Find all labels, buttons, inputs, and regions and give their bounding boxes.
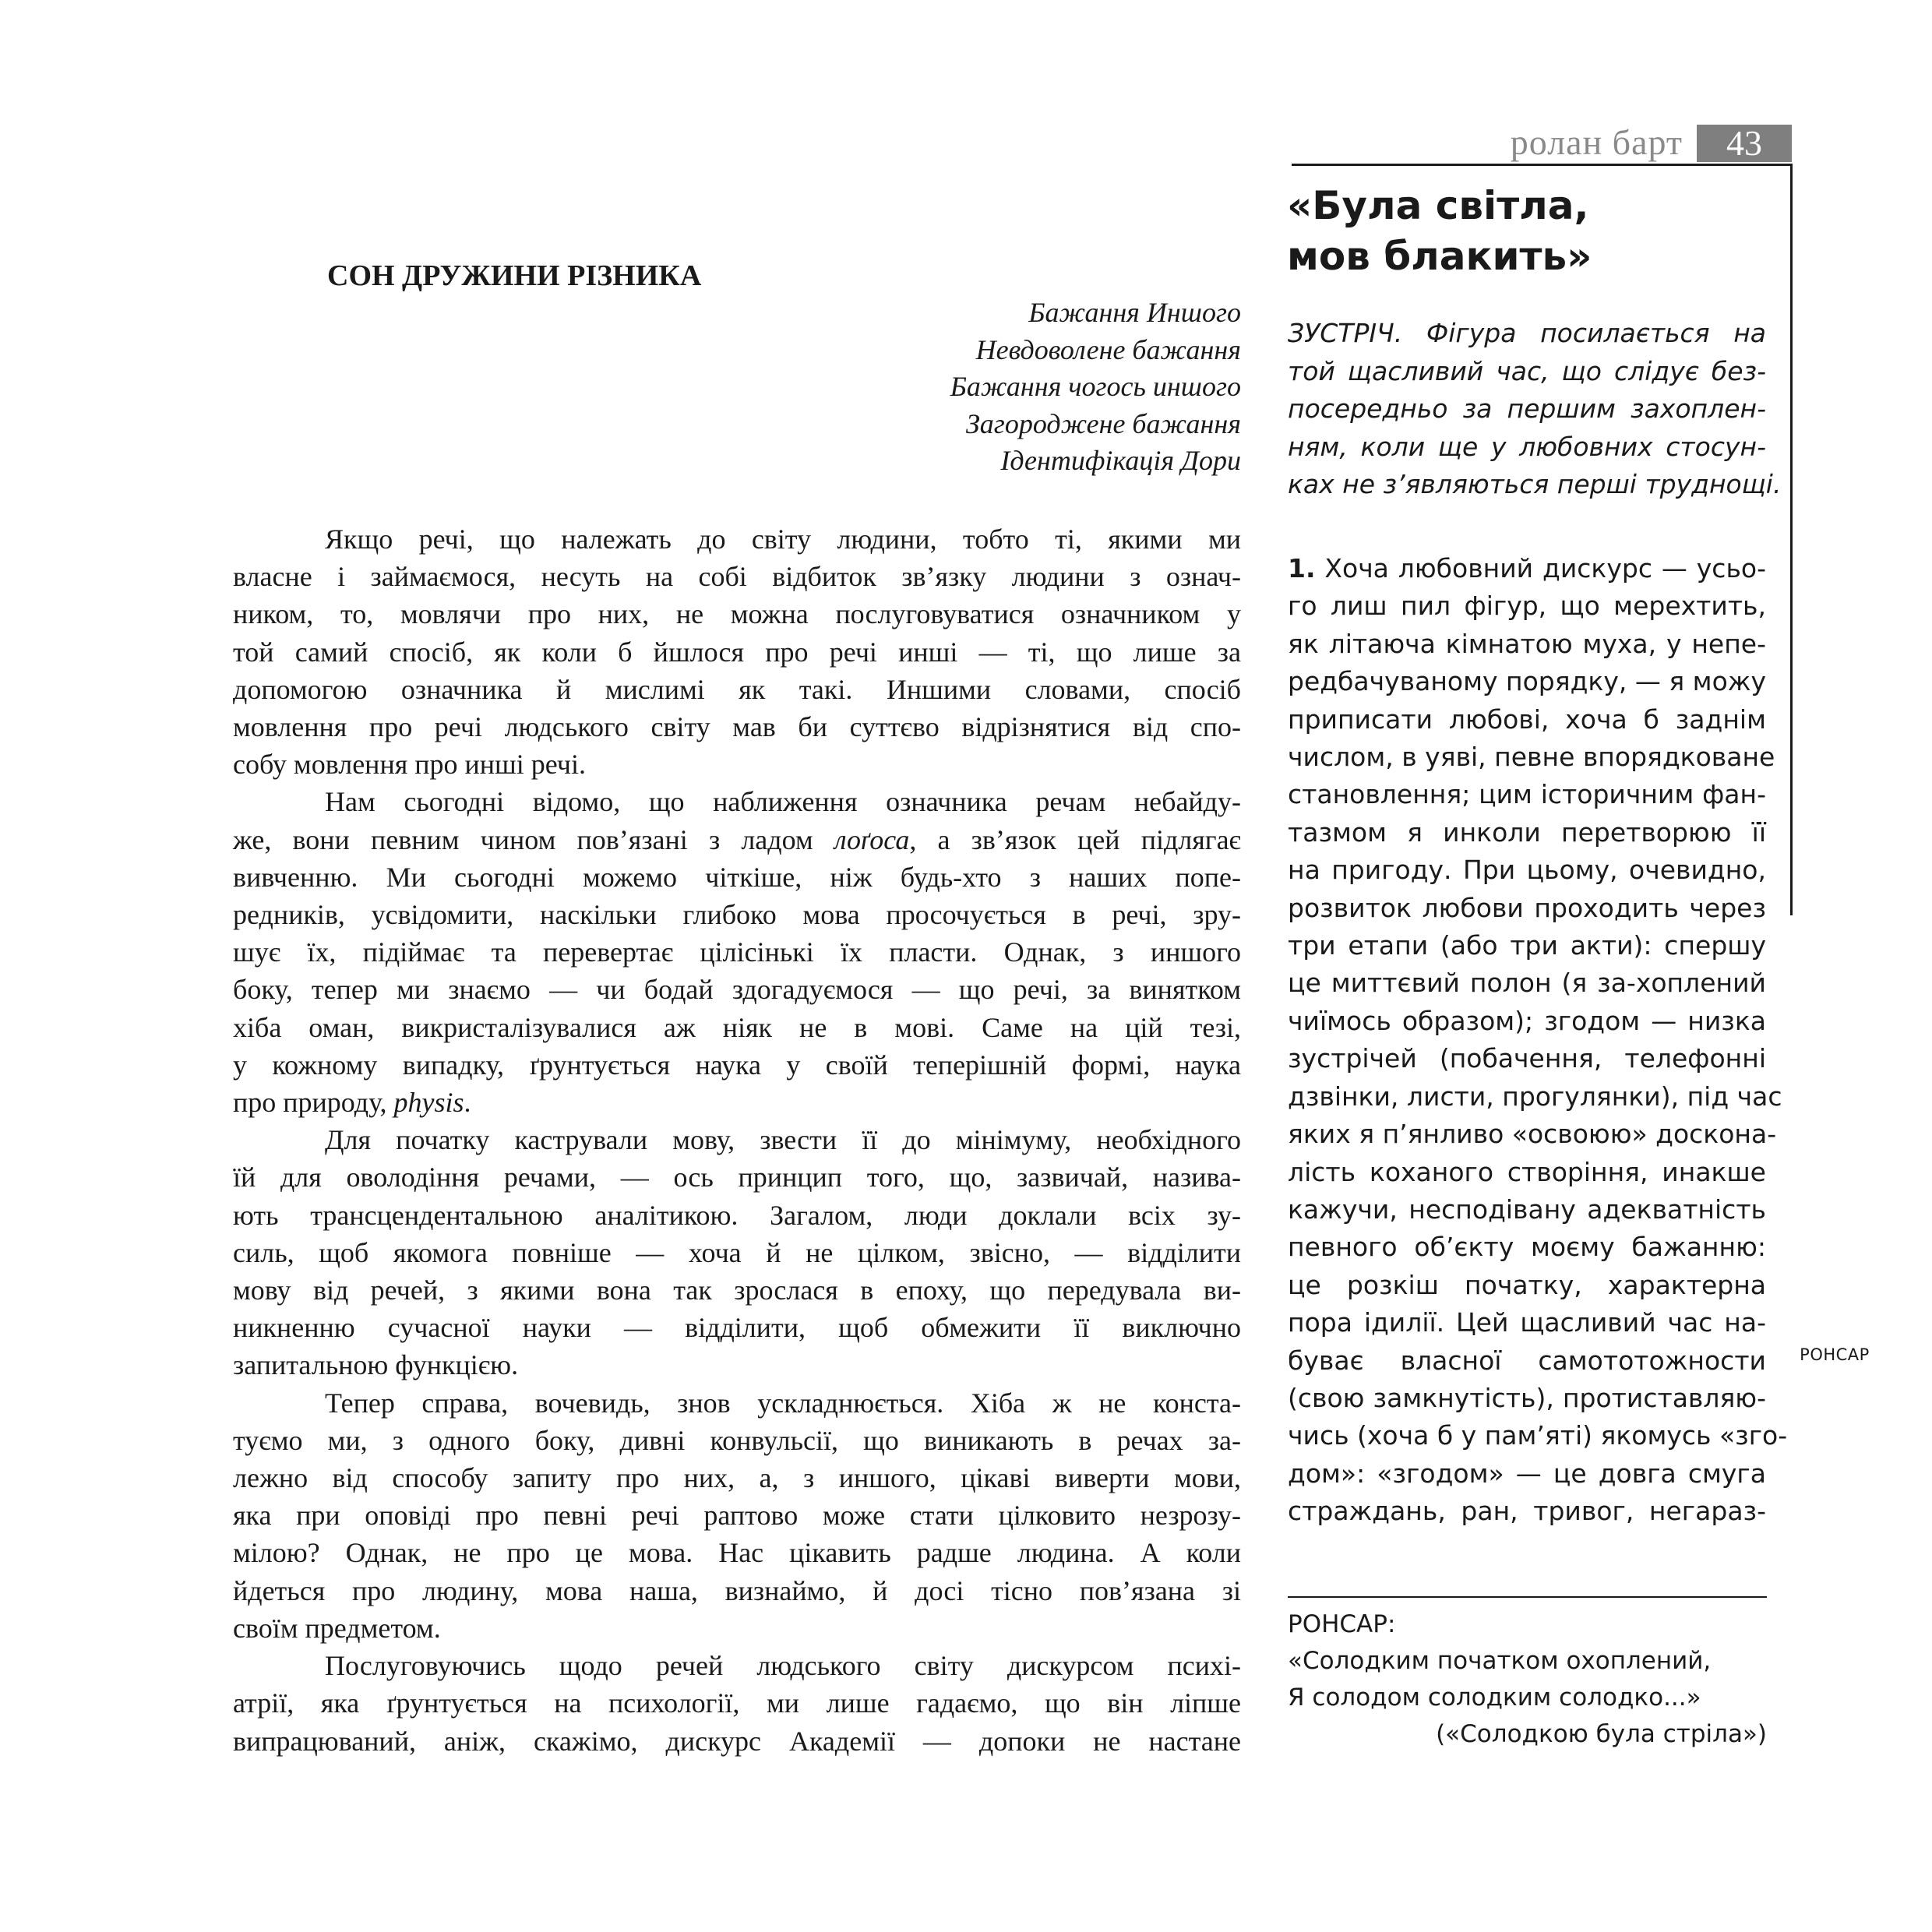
text-line: Якщо речі, що належать до світу людини, тобто ті, якими ми xyxy=(325,524,1241,555)
text-line: Нам сьогодні відомо, що наближення означника речам небайду- xyxy=(325,786,1241,818)
footnote xyxy=(1288,1606,1767,1753)
text-line: кажучи, несподівану адекватність xyxy=(1288,1193,1766,1225)
epigraph-line: Невдоволене бажання xyxy=(975,333,1241,365)
text-line xyxy=(233,821,1241,858)
sidebar-heading xyxy=(1287,181,1786,282)
text-line: власне і займаємося, несуть на собі відбиток зв’язку людини з означ- xyxy=(233,561,1241,593)
text-line: ках не з’являються перші труднощі. xyxy=(1288,469,1782,499)
text-line: ником, то, мовлячи про них, не можна послуговуватися означником у xyxy=(233,598,1241,630)
epigraph xyxy=(779,294,1241,480)
sidebar-heading-line: мов блакить» xyxy=(1287,234,1592,279)
text-line: дзвінки, листи, прогулянки), під час xyxy=(1288,1081,1782,1112)
text-line: туємо ми, з одного боку, дивні конвульсії, що виникають в речах за- xyxy=(233,1424,1241,1456)
text-line: зустрічей (побачення, телефонні xyxy=(1288,1043,1766,1074)
text-line: своїм предметом. xyxy=(233,1612,441,1644)
footnote-source: («Солодкою була стріла») xyxy=(1436,1720,1767,1748)
text-line xyxy=(233,1084,1241,1121)
text-line: той самий спосіб, як коли б йшлося про речі инші — ті, що лише за xyxy=(233,636,1241,668)
text-line: чиїмось образом); згодом — низка xyxy=(1288,1005,1766,1036)
text-line: у кожному випадку, ґрунтується наука у своїй теперішній формі, наука xyxy=(233,1049,1241,1081)
sidebar-intro xyxy=(1288,315,1782,504)
italic-term: лоґоса xyxy=(834,823,910,855)
text-line: ням, коли ще у любовних стосун- xyxy=(1288,431,1766,462)
text-line: як літаюча кімнатою муха, у непе- xyxy=(1288,628,1766,659)
text-line: певного об’єкту моєму бажанню: xyxy=(1288,1232,1766,1263)
text-span: , а зв’язок цей підлягає xyxy=(909,823,1241,855)
text-line: мовлення про речі людського світу мав би суттєво відрізнятися від спо- xyxy=(233,711,1241,743)
text-line: боку, тепер ми знаємо — чи бодай здогадуємося — що речі, за винятком xyxy=(233,974,1241,1006)
text-line: атрії, яка ґрунтується на психології, ми лише гадаємо, що він ліпше xyxy=(233,1687,1241,1719)
text-line: яка при оповіді про певні речі раптово може стати цілковито незрозу- xyxy=(233,1500,1241,1532)
main-text xyxy=(233,520,1241,1760)
text-line: це розкіш початку, характерна xyxy=(1288,1269,1766,1300)
text-span: Хоча любовний дискурс — усьо- xyxy=(1315,553,1766,583)
text-line: Тепер справа, вочевидь, знов ускладнюється. Хіба ж не конста- xyxy=(325,1387,1241,1419)
section-number: 1. xyxy=(1288,553,1316,583)
text-line: це миттєвий полон (я за-хоплений xyxy=(1288,968,1766,999)
text-line: Послуговуючись щодо речей людського світу дискурсом психі- xyxy=(325,1650,1241,1682)
epigraph-line: Ідентифікація Дори xyxy=(1000,445,1241,476)
text-span: . xyxy=(464,1087,471,1119)
text-line: (свою замкнутість), протиставляю- xyxy=(1288,1382,1766,1413)
text-line: числом, в уяві, певне впорядковане xyxy=(1288,742,1775,773)
text-line: чись (хоча б у пам’яті) якомусь «зго- xyxy=(1288,1420,1788,1451)
text-line: мову від речей, з якими вона так зрослася в епоху, що передувала ви- xyxy=(233,1274,1241,1306)
paragraph-1 xyxy=(233,520,1241,783)
footnote-label: РОНСАР: xyxy=(1288,1610,1396,1638)
text-line: ЗУСТРІЧ. Фігура посилається на xyxy=(1288,318,1766,348)
sidebar-vertical-rule xyxy=(1790,164,1793,915)
text-line: випрацюваний, аніж, скажімо, дискурс Академії — допоки не настане xyxy=(233,1725,1241,1757)
epigraph-line: Загороджене бажання xyxy=(965,407,1241,439)
text-line: допомогою означника й мислимі як такі. Иншими словами, спосіб xyxy=(233,673,1241,705)
text-line xyxy=(1288,550,1766,587)
paragraph-2 xyxy=(233,783,1241,1121)
text-line: мілою? Однак, не про це мова. Нас цікавить радше людина. А коли xyxy=(233,1537,1241,1569)
text-line: силь, щоб якомога повніше — хоча й не цілком, звісно, — відділити xyxy=(233,1236,1241,1268)
epigraph-line: Бажання Иншого xyxy=(1028,297,1241,328)
text-line: шує їх, підіймає та перевертає цілісінькі їх пласти. Однак, з иншого xyxy=(233,936,1241,968)
text-line: буває власної самототожности xyxy=(1288,1345,1766,1376)
sidebar-body xyxy=(1288,550,1788,1531)
text-line: Для початку кастрували мову, звести її до мінімуму, необхідного xyxy=(325,1124,1241,1156)
text-line: собу мовлення про инші речі. xyxy=(233,749,586,781)
text-line: приписати любові, хоча б заднім xyxy=(1288,703,1766,735)
page-number: 43 xyxy=(1697,125,1792,162)
text-line: розвиток любови проходить через xyxy=(1288,892,1766,923)
sidebar-heading-line: «Була світла, xyxy=(1287,183,1589,228)
text-line: лість коханого створіння, инакше xyxy=(1288,1156,1766,1187)
text-line: той щасливий час, що слідує без- xyxy=(1288,355,1766,386)
text-line: ють трансцендентальною аналітикою. Загалом, люди доклали всіх зу- xyxy=(233,1199,1241,1231)
margin-note: РОНСАР xyxy=(1800,1345,1870,1364)
text-line: хіба оман, викристалізувалися аж ніяк не в мові. Саме на цій тезі, xyxy=(233,1011,1241,1043)
footnote-rule xyxy=(1288,1596,1767,1598)
paragraph-3 xyxy=(233,1121,1241,1384)
running-header-author: ролан барт xyxy=(1510,122,1683,162)
text-line: страждань, ран, тривог, негараз- xyxy=(1288,1496,1766,1527)
footnote-quote-line: «Солодким початком охоплений, xyxy=(1288,1647,1712,1675)
chapter-title: СОН ДРУЖИНИ РІЗНИКА xyxy=(327,259,702,292)
text-line: їй для оволодіння речами, — ось принцип того, що, зазвичай, назива- xyxy=(233,1162,1241,1193)
epigraph-line: Бажання чогось иншого xyxy=(950,371,1241,402)
text-line: редників, усвідомити, наскільки глибоко мова просочується в речі, зру- xyxy=(233,899,1241,931)
footnote-quote-line: Я солодом солодким солодко...» xyxy=(1288,1683,1701,1712)
text-line: становлення; цим історичним фан- xyxy=(1288,779,1766,810)
text-line: тазмом я инколи перетворюю її xyxy=(1288,816,1766,848)
text-line: никненню сучасної науки — відділити, щоб обмежити її виключно xyxy=(233,1312,1241,1344)
paragraph-4 xyxy=(233,1384,1241,1647)
text-line: редбачуваному порядку, — я можу xyxy=(1288,666,1767,697)
text-span: про природу, xyxy=(233,1087,394,1119)
text-line: на пригоду. При цьому, очевидно, xyxy=(1288,855,1766,886)
text-line: лежно від способу запиту про них, а, з иншого, цікаві виверти мови, xyxy=(233,1462,1241,1494)
text-line: го лиш пил фігур, що мерехтить, xyxy=(1288,591,1766,622)
text-span: же, вони певним чином пов’язані з ладом xyxy=(233,823,834,855)
text-line: дом»: «згодом» — це довга смуга xyxy=(1288,1458,1766,1489)
italic-term: physis xyxy=(393,1087,464,1119)
text-line: йдеться про людину, мова наша, визнаймо, й досі тісно пов’язана зі xyxy=(233,1574,1241,1606)
text-line: запитальною функцією. xyxy=(233,1349,519,1381)
text-line: пора ідилії. Цей щасливий час на- xyxy=(1288,1307,1766,1338)
text-line: вивченню. Ми сьогодні можемо чіткіше, ніж будь-хто з наших попе- xyxy=(233,861,1241,893)
text-line: три етапи (або три акти): спершу xyxy=(1288,930,1766,961)
text-line: яких я п’янливо «освоюю» доскона- xyxy=(1288,1119,1777,1150)
paragraph-5 xyxy=(233,1647,1241,1760)
header-rule xyxy=(1292,164,1792,166)
text-line: посередньо за першим захоплен- xyxy=(1288,393,1766,424)
